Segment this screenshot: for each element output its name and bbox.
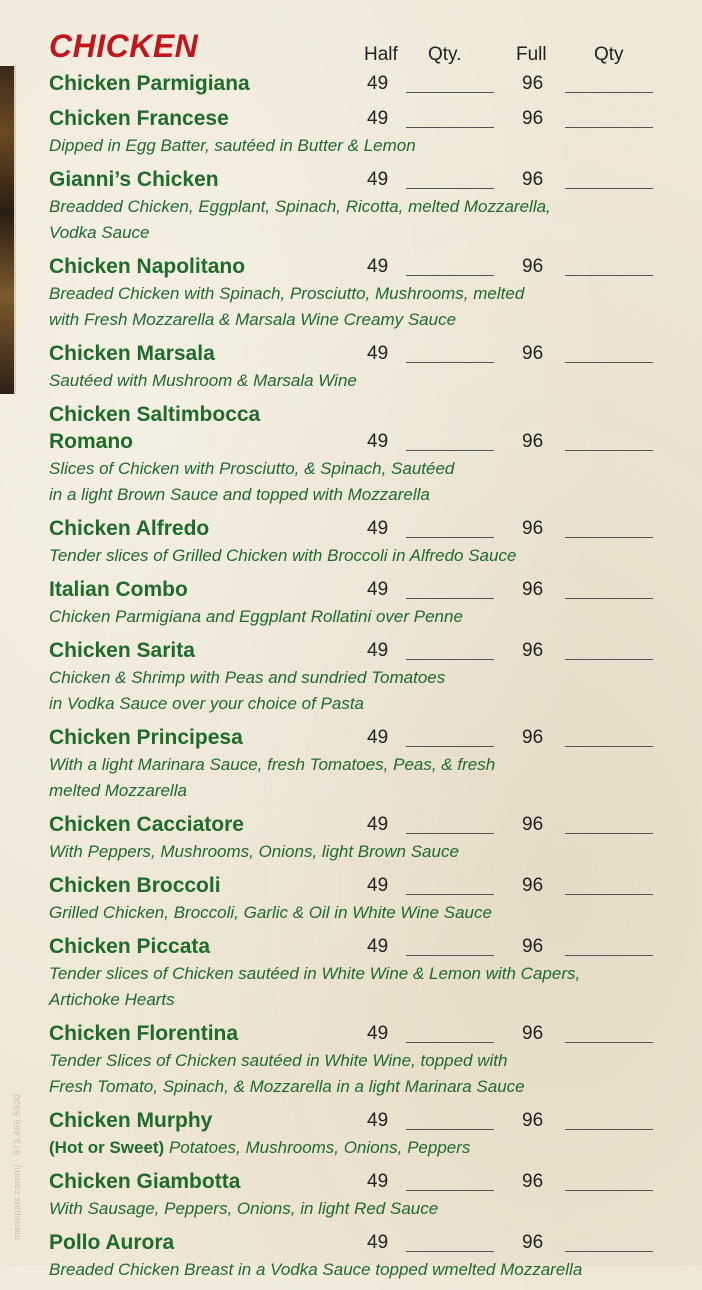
menu-item (49, 811, 669, 864)
full-qty-field[interactable] (565, 92, 653, 93)
item-name: Chicken Saltimbocca (49, 403, 261, 426)
description-text: Tender slices of Grilled Chicken with Broccoli in Alfredo Sauce (49, 546, 517, 565)
menu-item (49, 872, 669, 925)
item-description (49, 307, 669, 332)
side-credit-text: menupals.com/nj - 973.466.5300 (12, 1093, 22, 1240)
menu-item (49, 105, 669, 158)
half-qty-field[interactable] (406, 92, 494, 93)
header-half: Half (364, 44, 398, 65)
half-price: 49 (367, 1023, 389, 1044)
half-qty-field[interactable] (406, 833, 494, 834)
menu-item (49, 576, 669, 629)
item-name: Chicken Francese (49, 107, 229, 130)
item-name-row (49, 401, 669, 428)
full-price: 96 (522, 1232, 544, 1253)
description-text: Fresh Tomato, Spinach, & Mozzarella in a light Marinara Sauce (49, 1077, 525, 1096)
section-title: CHICKEN (49, 28, 199, 64)
menu-item (49, 1020, 669, 1099)
description-text: with Fresh Mozzarella & Marsala Wine Creamy Sauce (49, 310, 457, 329)
half-qty-field[interactable] (406, 537, 494, 538)
item-description (49, 1196, 669, 1221)
item-description (49, 752, 669, 777)
half-qty-field[interactable] (406, 659, 494, 660)
header-qty-half: Qty. (428, 44, 462, 65)
description-text: Breaded Chicken Breast in a Vodka Sauce topped wmelted Mozzarella (49, 1260, 583, 1279)
header-qty-full: Qty (594, 44, 624, 65)
full-price: 96 (522, 518, 544, 539)
description-text: Grilled Chicken, Broccoli, Garlic & Oil in White Wine Sauce (49, 903, 492, 922)
half-qty-field[interactable] (406, 598, 494, 599)
item-price-row (49, 428, 669, 455)
item-name: Chicken Murphy (49, 1109, 213, 1132)
description-text: Potatoes, Mushrooms, Onions, Peppers (164, 1138, 471, 1157)
description-text: Sautéed with Mushroom & Marsala Wine (49, 371, 357, 390)
item-name: Chicken Broccoli (49, 874, 221, 897)
item-description (49, 133, 669, 158)
description-text: Artichoke Hearts (49, 990, 175, 1009)
full-qty-field[interactable] (565, 537, 653, 538)
item-price-row (49, 515, 669, 542)
menu-item (49, 70, 669, 97)
full-price: 96 (522, 256, 544, 277)
half-qty-field[interactable] (406, 1129, 494, 1130)
full-price: 96 (522, 73, 544, 94)
full-price: 96 (522, 640, 544, 661)
item-description (49, 691, 669, 716)
item-description (49, 368, 669, 393)
full-price: 96 (522, 936, 544, 957)
item-description (49, 665, 669, 690)
full-price: 96 (522, 579, 544, 600)
full-price: 96 (522, 108, 544, 129)
half-price: 49 (367, 518, 389, 539)
description-text: Dipped in Egg Batter, sautéed in Butter & Lemon (49, 136, 416, 155)
item-name: Chicken Giambotta (49, 1170, 241, 1193)
half-price: 49 (367, 108, 389, 129)
item-name: Chicken Florentina (49, 1022, 239, 1045)
menu-item (49, 933, 669, 1012)
description-text: Vodka Sauce (49, 223, 150, 242)
full-qty-field[interactable] (565, 955, 653, 956)
full-qty-field[interactable] (565, 746, 653, 747)
full-price: 96 (522, 1023, 544, 1044)
half-qty-field[interactable] (406, 450, 494, 451)
menu-item (49, 253, 669, 332)
half-price: 49 (367, 1171, 389, 1192)
full-qty-field[interactable] (565, 833, 653, 834)
description-text: With Sausage, Peppers, Onions, in light Red Sauce (49, 1199, 439, 1218)
item-description (49, 456, 669, 481)
full-qty-field[interactable] (565, 275, 653, 276)
header-full: Full (516, 44, 547, 65)
menu-item (49, 340, 669, 393)
half-price: 49 (367, 875, 389, 896)
item-price-row (49, 576, 669, 603)
food-photo-edge (0, 66, 16, 394)
item-price-row (49, 1107, 669, 1134)
half-price: 49 (367, 431, 389, 452)
half-qty-field[interactable] (406, 188, 494, 189)
item-price-row (49, 1168, 669, 1195)
menu-item (49, 166, 669, 245)
menu-item (49, 401, 669, 507)
half-qty-field[interactable] (406, 1042, 494, 1043)
item-description (49, 1135, 669, 1160)
full-qty-field[interactable] (565, 1251, 653, 1252)
description-text: With a light Marinara Sauce, fresh Tomatoes, Peas, & fresh (49, 755, 496, 774)
full-qty-field[interactable] (565, 894, 653, 895)
half-price: 49 (367, 640, 389, 661)
item-description (49, 900, 669, 925)
item-description (49, 1048, 669, 1073)
item-price-row (49, 105, 669, 132)
full-price: 96 (522, 1110, 544, 1131)
item-name: Romano (49, 430, 133, 453)
item-name: Gianni’s Chicken (49, 168, 219, 191)
half-price: 49 (367, 814, 389, 835)
item-price-row (49, 1229, 669, 1256)
full-price: 96 (522, 727, 544, 748)
description-text: melted Mozzarella (49, 781, 187, 800)
item-price-row (49, 253, 669, 280)
item-name: Chicken Sarita (49, 639, 195, 662)
half-qty-field[interactable] (406, 1251, 494, 1252)
half-price: 49 (367, 1110, 389, 1131)
full-price: 96 (522, 169, 544, 190)
full-price: 96 (522, 343, 544, 364)
item-description (49, 1257, 669, 1282)
item-price-row (49, 70, 669, 97)
item-description (49, 778, 669, 803)
half-qty-field[interactable] (406, 894, 494, 895)
half-price: 49 (367, 936, 389, 957)
description-text: Breadded Chicken, Eggplant, Spinach, Ricotta, melted Mozzarella, (49, 197, 551, 216)
item-price-row (49, 340, 669, 367)
item-name: Chicken Napolitano (49, 255, 246, 278)
menu-item (49, 637, 669, 716)
full-qty-field[interactable] (565, 127, 653, 128)
half-price: 49 (367, 727, 389, 748)
full-qty-field[interactable] (565, 598, 653, 599)
description-text: Chicken Parmigiana and Eggplant Rollatini over Penne (49, 607, 463, 626)
half-price: 49 (367, 343, 389, 364)
item-name: Chicken Cacciatore (49, 813, 244, 836)
item-name: Italian Combo (49, 578, 188, 601)
item-price-row (49, 166, 669, 193)
item-price-row (49, 637, 669, 664)
item-description (49, 1074, 669, 1099)
half-price: 49 (367, 256, 389, 277)
half-qty-field[interactable] (406, 1190, 494, 1191)
description-text: Tender Slices of Chicken sautéed in White Wine, topped with (49, 1051, 508, 1070)
item-description (49, 194, 669, 219)
menu-item (49, 515, 669, 568)
item-price-row (49, 872, 669, 899)
half-price: 49 (367, 579, 389, 600)
description-text: in a light Brown Sauce and topped with Mozzarella (49, 485, 430, 504)
menu-items-list (49, 70, 669, 1290)
item-name: Chicken Piccata (49, 935, 211, 958)
half-qty-field[interactable] (406, 275, 494, 276)
full-price: 96 (522, 814, 544, 835)
item-price-row (49, 724, 669, 751)
half-qty-field[interactable] (406, 127, 494, 128)
item-name: Pollo Aurora (49, 1231, 175, 1254)
menu-item (49, 1229, 669, 1282)
full-price: 96 (522, 431, 544, 452)
description-text: Chicken & Shrimp with Peas and sundried Tomatoes (49, 668, 446, 687)
item-description (49, 987, 669, 1012)
item-description (49, 961, 669, 986)
full-qty-field[interactable] (565, 1129, 653, 1130)
half-qty-field[interactable] (406, 746, 494, 747)
item-description (49, 220, 669, 245)
full-qty-field[interactable] (565, 1042, 653, 1043)
full-qty-field[interactable] (565, 188, 653, 189)
item-name: Chicken Marsala (49, 342, 215, 365)
item-name: Chicken Alfredo (49, 517, 210, 540)
half-price: 49 (367, 1232, 389, 1253)
full-price: 96 (522, 1171, 544, 1192)
item-description (49, 482, 669, 507)
item-name: Chicken Parmigiana (49, 72, 250, 95)
item-description (49, 604, 669, 629)
full-qty-field[interactable] (565, 1190, 653, 1191)
full-qty-field[interactable] (565, 362, 653, 363)
full-qty-field[interactable] (565, 659, 653, 660)
item-price-row (49, 933, 669, 960)
item-description (49, 543, 669, 568)
description-prefix: (Hot or Sweet) (49, 1138, 165, 1157)
description-text: Slices of Chicken with Prosciutto, & Spinach, Sautéed (49, 459, 455, 478)
half-qty-field[interactable] (406, 362, 494, 363)
full-qty-field[interactable] (565, 450, 653, 451)
half-price: 49 (367, 169, 389, 190)
item-price-row (49, 811, 669, 838)
menu-item (49, 724, 669, 803)
menu-item (49, 1168, 669, 1221)
description-text: in Vodka Sauce over your choice of Pasta (49, 694, 364, 713)
full-price: 96 (522, 875, 544, 896)
item-description (49, 281, 669, 306)
description-text: With Peppers, Mushrooms, Onions, light Brown Sauce (49, 842, 459, 861)
half-qty-field[interactable] (406, 955, 494, 956)
item-name: Chicken Principesa (49, 726, 243, 749)
item-price-row (49, 1020, 669, 1047)
half-price: 49 (367, 73, 389, 94)
menu-item (49, 1107, 669, 1160)
description-text: Tender slices of Chicken sautéed in White Wine & Lemon with Capers, (49, 964, 581, 983)
item-description (49, 839, 669, 864)
description-text: Breaded Chicken with Spinach, Prosciutto, Mushrooms, melted (49, 284, 525, 303)
